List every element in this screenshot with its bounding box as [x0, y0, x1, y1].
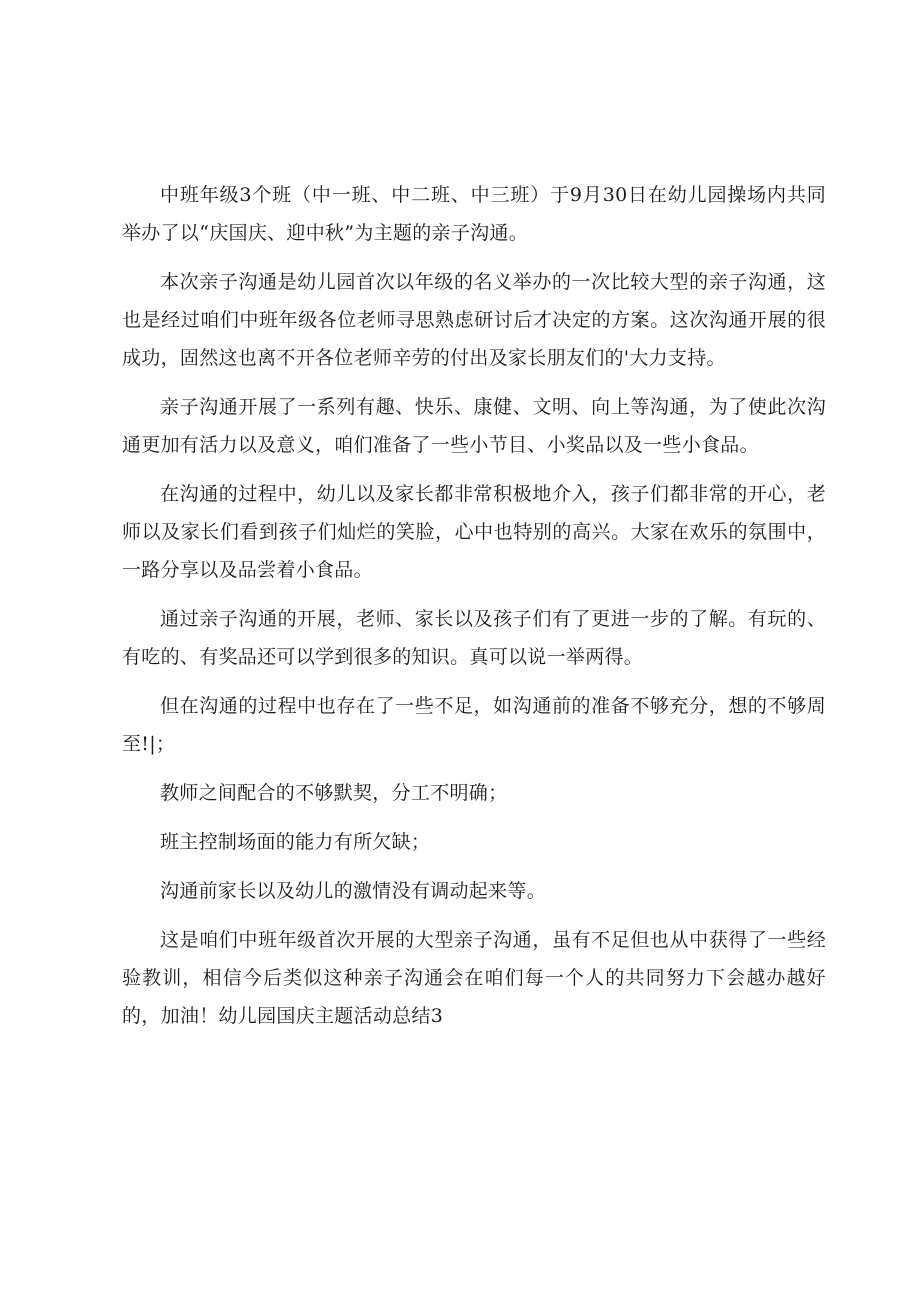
paragraph: 亲子沟通开展了一系列有趣、快乐、康健、文明、向上等沟通，为了使此次沟通更加有活力以及意义，咱们准备了一些小节目、小奖品以及一些小食品。	[122, 396, 826, 456]
paragraph: 在沟通的过程中，幼儿以及家长都非常积极地介入，孩子们都非常的开心，老师以及家长们看到孩子们灿烂的笑脸，心中也特别的高兴。大家在欢乐的氛围中，一路分享以及品尝着小食品。	[122, 483, 826, 581]
paragraph: 本次亲子沟通是幼儿园首次以年级的名义举办的一次比较大型的亲子沟通，这也是经过咱们中班年级各位老师寻思熟虑研讨后才决定的方案。这次沟通开展的很成功，固然这也离不开各位老师辛劳的付出及家长朋友们的'大力支持。	[122, 271, 826, 369]
paragraph: 班主控制场面的能力有所欠缺；	[160, 831, 431, 853]
paragraph: 通过亲子沟通的开展，老师、家长以及孩子们有了更进一步的了解。有玩的、有吃的、有奖品还可以学到很多的知识。真可以说一举两得。	[122, 608, 826, 668]
document-body	[122, 176, 826, 1046]
paragraph: 这是咱们中班年级首次开展的大型亲子沟通，虽有不足但也从中获得了一些经验教训，相信今后类似这种亲子沟通会在咱们每一个人的共同努力下会越办越好的，加油！幼儿园国庆主题活动总结3	[122, 929, 826, 1027]
paragraph: 沟通前家长以及幼儿的激情没有调动起来等。	[160, 880, 547, 902]
paragraph: 但在沟通的过程中也存在了一些不足，如沟通前的准备不够充分，想的不够周至!|；	[122, 695, 826, 755]
paragraph: 教师之间配合的不够默契，分工不明确；	[160, 782, 508, 804]
paragraph: 中班年级3个班（中一班、中二班、中三班）于9月30日在幼儿园操场内共同举办了以“庆国庆、迎中秋”为主题的亲子沟通。	[122, 184, 826, 244]
